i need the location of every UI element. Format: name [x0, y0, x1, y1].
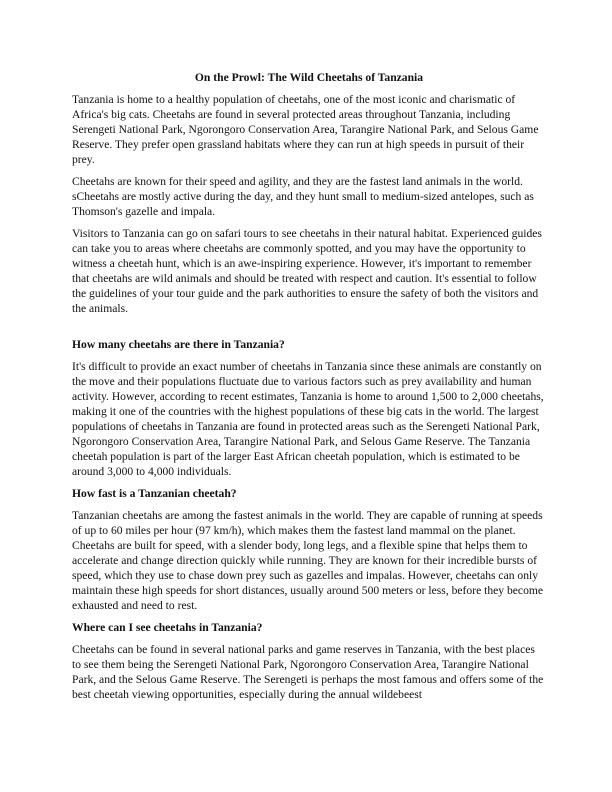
intro-paragraph-1: Tanzania is home to a healthy population of cheetahs, one of the most iconic and charismatic of Africa's big cats. Cheetahs are found in several protected areas throughout Tanzania, including Serengeti National Park, Ngorongoro Conservation Area, Tarangire National Park, and Selous Game Reserve. They prefer open grassland habitats where they can run at high speeds in pursuit of their prey. — [72, 93, 539, 166]
section-heading-speed: How fast is a Tanzanian cheetah? — [72, 487, 237, 500]
section-body-population: It's difficult to provide an exact number of cheetahs in Tanzania since these animals are constantly on the move and their populations fluctuate due to various factors such as prey availability and human activity. However, according to recent estimates, Tanzania is home to around 1,500 to 2,000 cheetahs, making it one of the countries with the highest populations of these big cats in the world. The largest populations of cheetahs in Tanzania are found in protected areas such as the Serengeti National Park, Ngorongoro Conservation Area, Tarangire National Park, and Selous Game Reserve. The Tanzania cheetah population is part of the larger East African cheetah population, which is estimated to be around 3,000 to 4,000 individuals. — [72, 360, 544, 478]
intro-paragraph-2: Cheetahs are known for their speed and agility, and they are the fastest land animals in the world. sCheetahs are mostly active during the day, and they hunt small to medium-sized antelopes, such as Thomson's gazelle and impala. — [72, 175, 534, 218]
section-body-where: Cheetahs can be found in several national parks and game reserves in Tanzania, with the best places to see them being the Serengeti National Park, Ngorongoro Conservation Area, Tarangire National Park, and the Selous Game Reserve. The Serengeti is perhaps the most famous and offers some of the best cheetah viewing opportunities, especially during the annual wildebeest — [72, 643, 544, 701]
document-page — [72, 70, 546, 709]
section-heading-population: How many cheetahs are there in Tanzania? — [72, 338, 285, 351]
section-heading-where: Where can I see cheetahs in Tanzania? — [72, 621, 263, 634]
document-title: On the Prowl: The Wild Cheetahs of Tanzania — [194, 71, 424, 84]
section-body-speed: Tanzanian cheetahs are among the fastest animals in the world. They are capable of running at speeds of up to 60 miles per hour (97 km/h), which makes them the fastest land mammal on the planet. Cheetahs are built for speed, with a slender body, long legs, and a flexible spine that helps them to accelerate and change direction quickly while running. They are known for their incredible bursts of speed, which they use to chase down prey such as gazelles and impalas. However, cheetahs can only maintain these high speeds for short distances, usually around 500 meters or less, before they become exhausted and need to rest. — [72, 509, 544, 612]
intro-paragraph-3: Visitors to Tanzania can go on safari tours to see cheetahs in their natural habitat. Experienced guides can take you to areas where cheetahs are commonly spotted, and you may have the opportunity to witness a cheetah hunt, which is an awe-inspiring experience. However, it's important to remember that cheetahs are wild animals and should be treated with respect and caution. It's essential to follow the guidelines of your tour guide and the park authorities to ensure the safety of both the visitors and the animals. — [72, 227, 542, 315]
